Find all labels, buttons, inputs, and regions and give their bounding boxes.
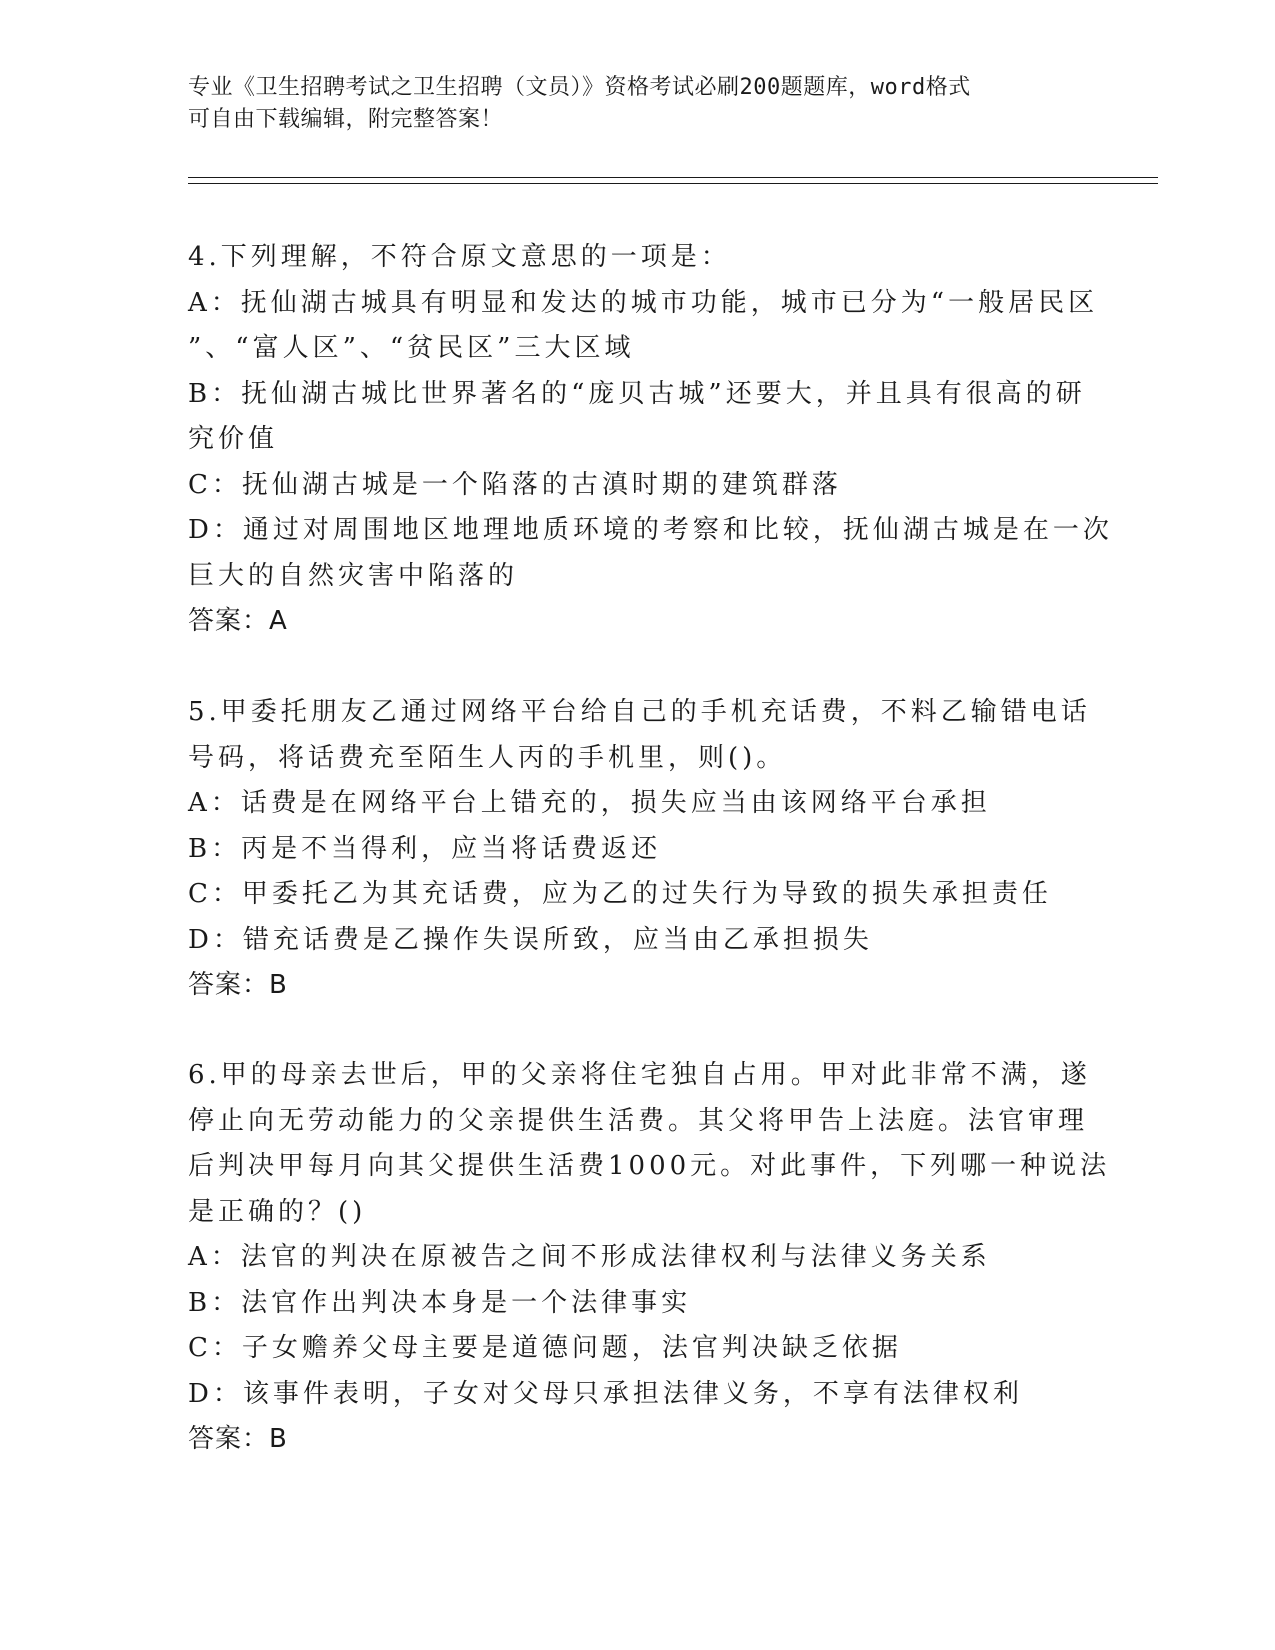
question-4 [188,235,1113,645]
question-stem-line-3: 后判决甲每月向其父提供生活费1000元。对此事件，下列哪一种说法 [188,1151,1111,1181]
option-d: D：错充话费是乙操作失误所致，应当由乙承担损失 [188,924,873,955]
answer-label: 答案： [188,606,270,636]
option-c: C：甲委托乙为其充话费，应为乙的过失行为导致的损失承担责任 [188,879,1052,909]
answer-label: 答案： [188,970,270,1000]
question-stem-line-4: 是正确的？() [188,1196,367,1227]
question-stem-line-2: 停止向无劳动能力的父亲提供生活费。其父将甲告上法庭。法官审理 [188,1105,1089,1136]
answer-line [188,599,1088,645]
question-stem: 4.下列理解，不符合原文意思的一项是： [188,242,731,272]
option-b: B：法官作出判决本身是一个法律事实 [188,1287,692,1318]
option-a: A：话费是在网络平台上错充的，损失应当由该网络平台承担 [188,788,991,818]
answer-value: B [269,970,288,1000]
question-6 [188,1053,1111,1463]
answer-value: B [269,1424,288,1454]
option-d-line-2: 巨大的自然灾害中陷落的 [188,560,519,591]
question-stem-line-2: 号码，将话费充至陌生人丙的手机里，则()。 [188,742,787,773]
question-stem-line-1: 6.甲的母亲去世后，甲的父亲将住宅独自占用。甲对此非常不满，遂 [188,1060,1091,1090]
option-a-line-1: A：抚仙湖古城具有明显和发达的城市功能，城市已分为“一般居民区 [188,287,1099,318]
question-5 [188,690,1091,1009]
option-c: C：子女赡养父母主要是道德问题，法官判决缺乏依据 [188,1333,902,1363]
option-c: C：抚仙湖古城是一个陷落的古滇时期的建筑群落 [188,469,842,500]
option-a-line-2: ”、“富人区”、“贫民区”三大区域 [188,333,635,363]
question-stem-line-1: 5.甲委托朋友乙通过网络平台给自己的手机充话费，不料乙输错电话 [188,697,1091,727]
option-b-line-2: 究价值 [188,424,279,454]
header-title-line-1: 专业《卫生招聘考试之卫生招聘（文员）》资格考试必刷200题题库，word格式 [188,75,971,100]
option-a: A：法官的判决在原被告之间不形成法律权利与法律义务关系 [188,1242,991,1272]
header-title-line-2: 可自由下载编辑，附完整答案！ [188,107,504,132]
option-d: D：该事件表明，子女对父母只承担法律义务，不享有法律权利 [188,1378,1023,1409]
answer-value: A [269,606,288,636]
answer-line [188,963,1088,1009]
option-b: B：丙是不当得利，应当将话费返还 [188,833,662,864]
answer-label: 答案： [188,1424,270,1454]
option-b-line-1: B：抚仙湖古城比世界著名的“庞贝古城”还要大，并且具有很高的研 [188,378,1086,409]
header-divider-bottom [188,183,1158,184]
option-d-line-1: D：通过对周围地区地理地质环境的考察和比较，抚仙湖古城是在一次 [188,515,1113,545]
answer-line [188,1417,1088,1463]
header-divider-top [188,177,1158,178]
document-header [188,72,1078,136]
